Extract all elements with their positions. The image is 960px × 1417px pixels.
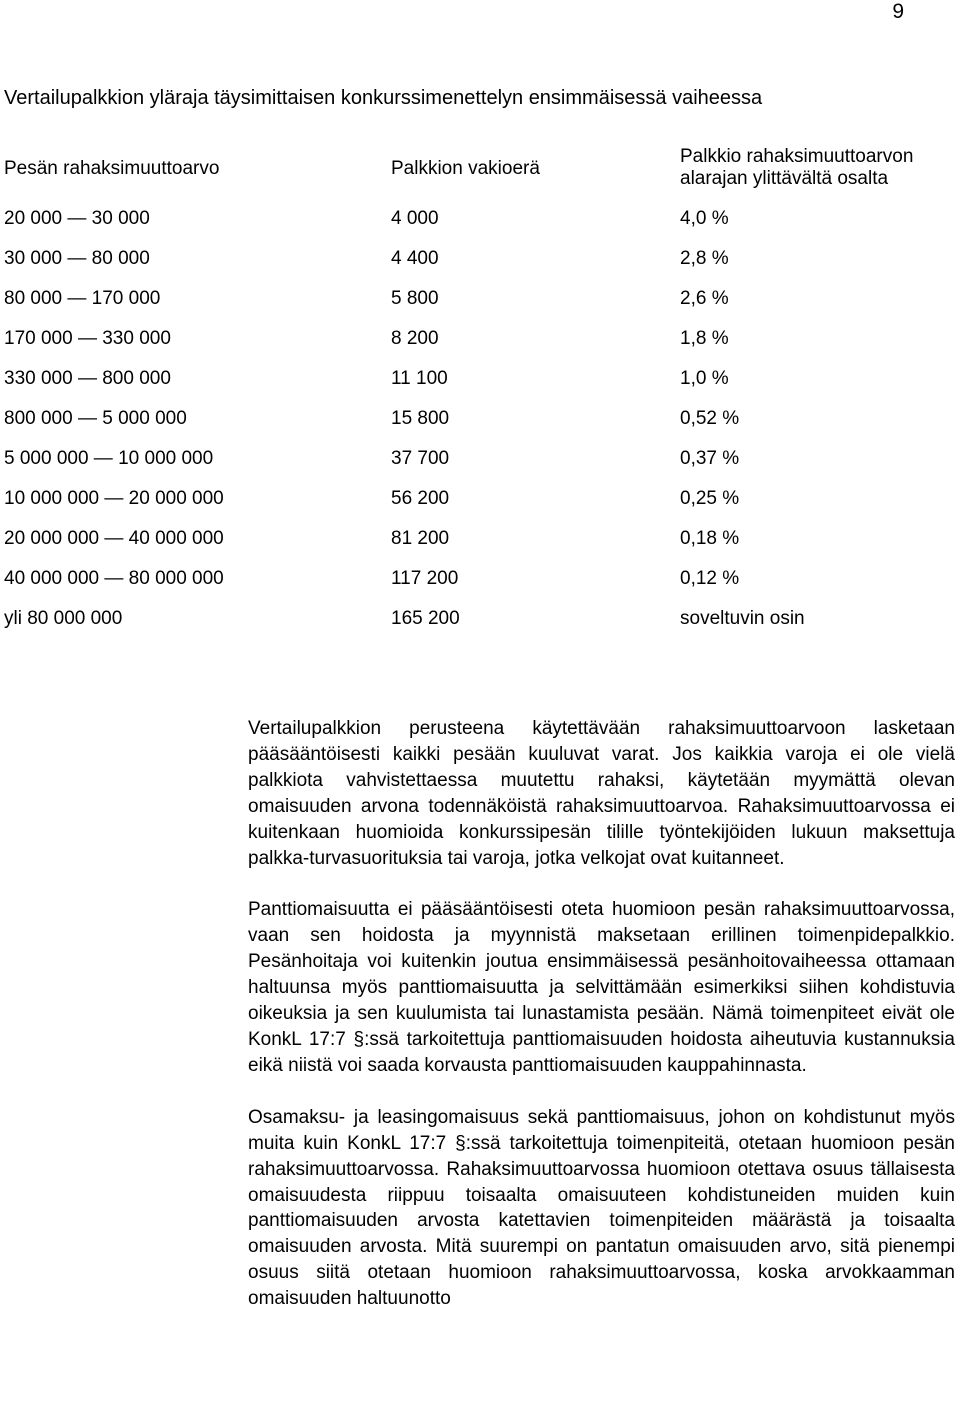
cell-base-fee: 4 400 [391,248,439,269]
cell-estate-value: 330 000 — 800 000 [4,368,171,389]
cell-estate-value: 800 000 — 5 000 000 [4,408,187,429]
cell-base-fee: 81 200 [391,528,450,549]
cell-base-fee: 4 000 [391,208,439,229]
cell-percentage-fee: 0,12 % [680,568,740,589]
page-number: 9 [892,0,904,23]
table-row [4,278,960,318]
cell-estate-value: 170 000 — 330 000 [4,328,171,349]
table-row [4,478,960,518]
cell-estate-value: 80 000 — 170 000 [4,288,161,309]
header-base-fee: Palkkion vakioerä [391,158,540,179]
cell-percentage-fee: 0,18 % [680,528,740,549]
cell-percentage-fee: 0,37 % [680,448,740,469]
cell-base-fee: 56 200 [391,488,450,509]
cell-percentage-fee: 2,6 % [680,288,729,309]
fee-table [4,146,960,638]
table-row [4,518,960,558]
table-row [4,358,960,398]
table-row [4,238,960,278]
cell-estate-value: 20 000 — 30 000 [4,208,150,229]
body-text [248,716,955,1338]
cell-base-fee: 165 200 [391,608,460,629]
cell-estate-value: 30 000 — 80 000 [4,248,150,269]
cell-percentage-fee: 4,0 % [680,208,729,229]
cell-base-fee: 5 800 [391,288,439,309]
table-row [4,558,960,598]
cell-estate-value: 5 000 000 — 10 000 000 [4,448,214,469]
cell-percentage-fee: 0,25 % [680,488,740,509]
table-row [4,598,960,638]
table-row [4,438,960,478]
paragraph-1: Vertailupalkkion perusteena käytettävään rahaksimuuttoarvoon lasketaan pääsääntöisesti kaikki pesään kuuluvat varat. Jos kaikkia varoja ei ole vielä palkkiota vahvistettaessa muutettu rahaksi, käytetään myymättä olevan omaisuuden arvona todennäköistä rahaksimuuttoarvoa. Rahaksimuuttoarvossa ei kuitenkaan huomioida konkurssipesän tilille työntekijöiden lukuun maksettuja palkka-turvasuorituksia tai varoja, jotka velkojat ovat kuitanneet. [248,718,955,869]
header-percentage-fee [680,146,913,190]
paragraph-3: Osamaksu- ja leasingomaisuus sekä panttiomaisuus, johon on kohdistunut myös muita kuin KonkL 17:7 §:ssä tarkoitettuja toimenpiteitä, otetaan huomioon pesän rahaksimuuttoarvossa. Rahaksimuuttoarvossa huomioon otettava osuus tällaisesta omaisuudesta riippuu toisaalta omaisuuteen kohdistuneiden muiden kuin panttiomaisuuden arvosta katettavien toimenpiteiden määrästä ja toisaalta omaisuuden arvosta. Mitä suurempi on pantatun omaisuuden arvo, sitä pienempi osuus siitä otetaan huomioon rahaksimuuttoarvossa, koska arvokkaamman omaisuuden haltuunotto [248,1106,955,1310]
cell-percentage-fee: 0,52 % [680,408,740,429]
table-row [4,318,960,358]
cell-estate-value: yli 80 000 000 [4,608,123,629]
table-body [4,198,960,638]
table-header-row [4,146,960,198]
cell-base-fee: 8 200 [391,328,439,349]
header-estate-value: Pesän rahaksimuuttoarvo [4,158,220,179]
cell-estate-value: 40 000 000 — 80 000 000 [4,568,224,589]
cell-percentage-fee: 1,8 % [680,328,729,349]
cell-base-fee: 15 800 [391,408,450,429]
cell-estate-value: 10 000 000 — 20 000 000 [4,488,224,509]
cell-percentage-fee: 1,0 % [680,368,729,389]
cell-percentage-fee: soveltuvin osin [680,608,805,629]
page-heading: Vertailupalkkion yläraja täysimittaisen konkurssimenettelyn ensimmäisessä vaiheessa [4,87,763,109]
table-row [4,398,960,438]
header-percentage-line-1: Palkkio rahaksimuuttoarvon [680,146,914,167]
paragraph-2: Panttiomaisuutta ei pääsääntöisesti oteta huomioon pesän rahaksimuuttoarvossa, vaan sen hoidosta ja myynnistä maksetaan erillinen toimenpidepalkkio. Pesänhoitaja voi kuitenkin joutua ensimmäisessä pesänhoitovaiheessa ottamaan haltuunsa myös panttiomaisuutta ja selvittämään esimerkiksi siihen kohdistuvia oikeuksia ja sen kuulumista tai lunastamista pesään. Nämä toimenpiteet eivät ole KonkL 17:7 §:ssä tarkoitettuja panttiomaisuuden hoidosta aiheutuvia kustannuksia eikä niistä voi saada korvausta panttiomaisuuden kauppahinnasta. [248,899,955,1076]
table-row [4,198,960,238]
header-percentage-line-2: alarajan ylittävältä osalta [680,168,889,189]
cell-base-fee: 37 700 [391,448,450,469]
cell-base-fee: 11 100 [391,368,448,389]
cell-estate-value: 20 000 000 — 40 000 000 [4,528,224,549]
cell-base-fee: 117 200 [391,568,459,589]
cell-percentage-fee: 2,8 % [680,248,729,269]
